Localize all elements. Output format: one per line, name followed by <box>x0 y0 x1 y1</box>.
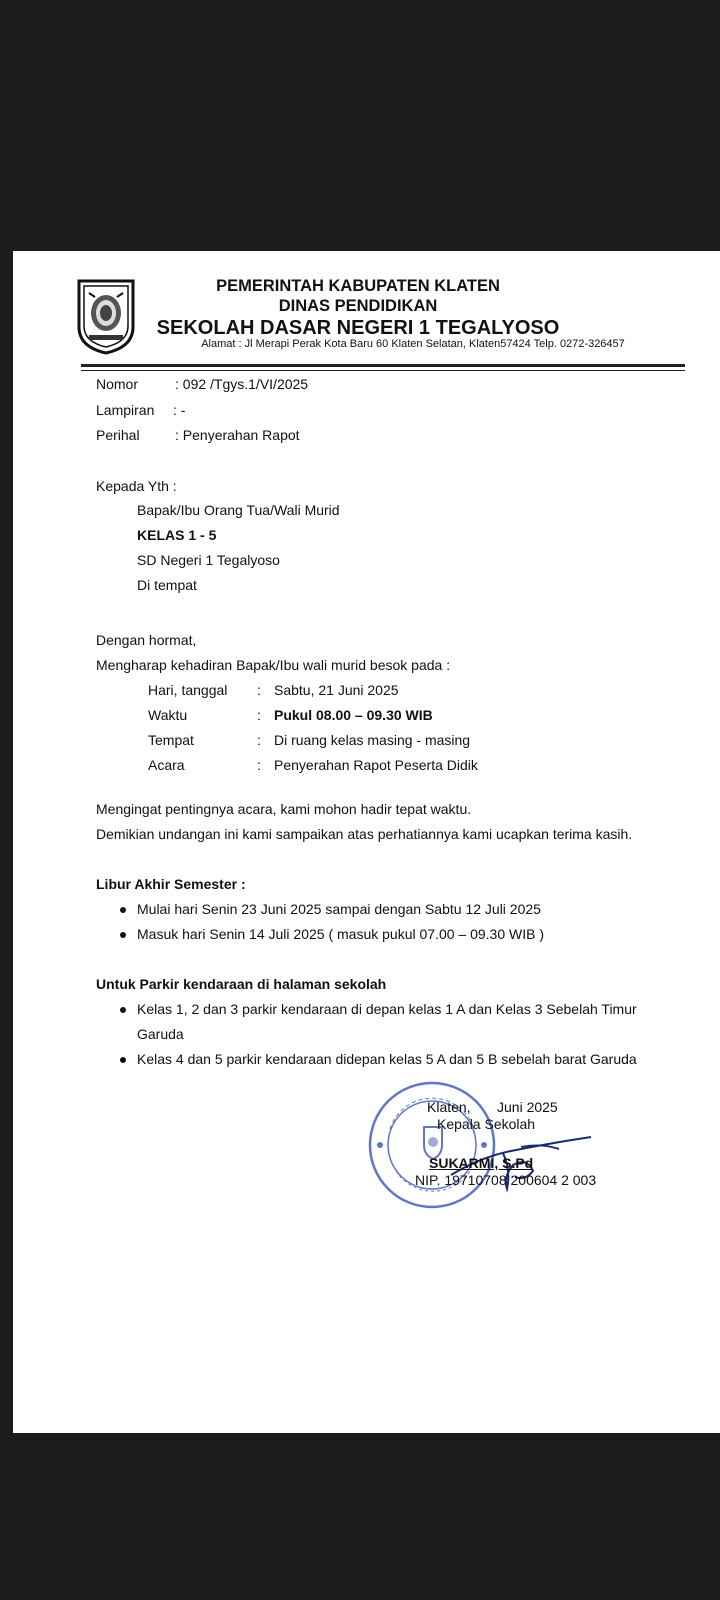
parking-item-2: Kelas 4 dan 5 parkir kendaraan didepan kelas 5 A dan 5 B sebelah barat Garuda <box>137 1051 637 1067</box>
recipient-line1: Bapak/Ibu Orang Tua/Wali Murid <box>137 502 340 518</box>
regency-emblem-logo <box>75 277 137 355</box>
perihal-label: Perihal <box>96 427 140 443</box>
detail-date-value: Sabtu, 21 Juni 2025 <box>274 682 399 698</box>
signatory-nip: NIP. 19710708 200604 2 003 <box>415 1172 597 1188</box>
recipient-class: KELAS 1 - 5 <box>137 527 217 543</box>
nomor-label: Nomor <box>96 376 139 392</box>
perihal-value: : Penyerahan Rapot <box>175 427 300 443</box>
holiday-item-1: Mulai hari Senin 23 Juni 2025 sampai dengan Sabtu 12 Juli 2025 <box>137 901 541 917</box>
letter-page <box>13 251 720 1433</box>
letterhead-address: Alamat : Jl Merapi Perak Kota Baru 60 Klaten Selatan, Klaten57424 Telp. 0272-326457 <box>201 338 625 350</box>
letterhead-government: PEMERINTAH KABUPATEN KLATEN <box>216 277 500 295</box>
detail-date-colon: : <box>257 682 261 698</box>
recipient-school: SD Negeri 1 Tegalyoso <box>137 552 280 568</box>
letterhead-rule-thin <box>81 370 685 371</box>
signature-place: Klaten, <box>427 1099 471 1115</box>
recipient-place: Di tempat <box>137 577 197 593</box>
detail-place-value: Di ruang kelas masing - masing <box>274 732 471 748</box>
detail-place-label: Tempat <box>148 732 194 748</box>
letterhead-department: DINAS PENDIDIKAN <box>278 297 438 315</box>
parking-item-1-line1: Kelas 1, 2 dan 3 parkir kendaraan di depan kelas 1 A dan Kelas 3 Sebelah Timur <box>137 1001 637 1017</box>
recipient-heading: Kepada Yth : <box>96 478 177 494</box>
holiday-heading: Libur Akhir Semester : <box>96 876 246 892</box>
closing-line2: Demikian undangan ini kami sampaikan atas perhatiannya kami ucapkan terima kasih. <box>96 826 633 842</box>
bullet-icon <box>120 1057 126 1063</box>
bullet-icon <box>120 932 126 938</box>
bullet-icon <box>120 907 126 913</box>
lampiran-label: Lampiran <box>96 402 155 418</box>
nomor-value: : 092 /Tgys.1/VI/2025 <box>175 376 309 392</box>
detail-time-label: Waktu <box>148 707 188 723</box>
detail-event-value: Penyerahan Rapot Peserta Didik <box>274 757 478 773</box>
parking-heading: Untuk Parkir kendaraan di halaman sekolah <box>96 976 387 992</box>
detail-time-colon: : <box>257 707 261 723</box>
intro-text: Mengharap kehadiran Bapak/Ibu wali murid besok pada : <box>96 657 451 673</box>
detail-date-label: Hari, tanggal <box>148 682 228 698</box>
letterhead-school-name: SEKOLAH DASAR NEGERI 1 TEGALYOSO <box>156 317 560 339</box>
signatory-name: SUKARMI, S.Pd <box>429 1155 534 1171</box>
letterhead-rule-thick <box>81 364 685 367</box>
detail-event-label: Acara <box>148 757 185 773</box>
greeting: Dengan hormat, <box>96 632 197 648</box>
detail-time-value: Pukul 08.00 – 09.30 WIB <box>274 707 433 723</box>
detail-event-colon: : <box>257 757 261 773</box>
closing-line1: Mengingat pentingnya acara, kami mohon hadir tepat waktu. <box>96 801 472 817</box>
signature-position: Kepala Sekolah <box>437 1116 536 1132</box>
bottom-dark-area <box>0 1433 720 1600</box>
detail-place-colon: : <box>257 732 261 748</box>
holiday-item-2: Masuk hari Senin 14 Juli 2025 ( masuk pukul 07.00 – 09.30 WIB ) <box>137 926 544 942</box>
bullet-icon <box>120 1007 126 1013</box>
top-dark-area <box>0 0 720 251</box>
lampiran-value: : - <box>173 402 186 418</box>
parking-item-1-line2: Garuda <box>137 1026 184 1042</box>
signature-date: Juni 2025 <box>497 1099 558 1115</box>
